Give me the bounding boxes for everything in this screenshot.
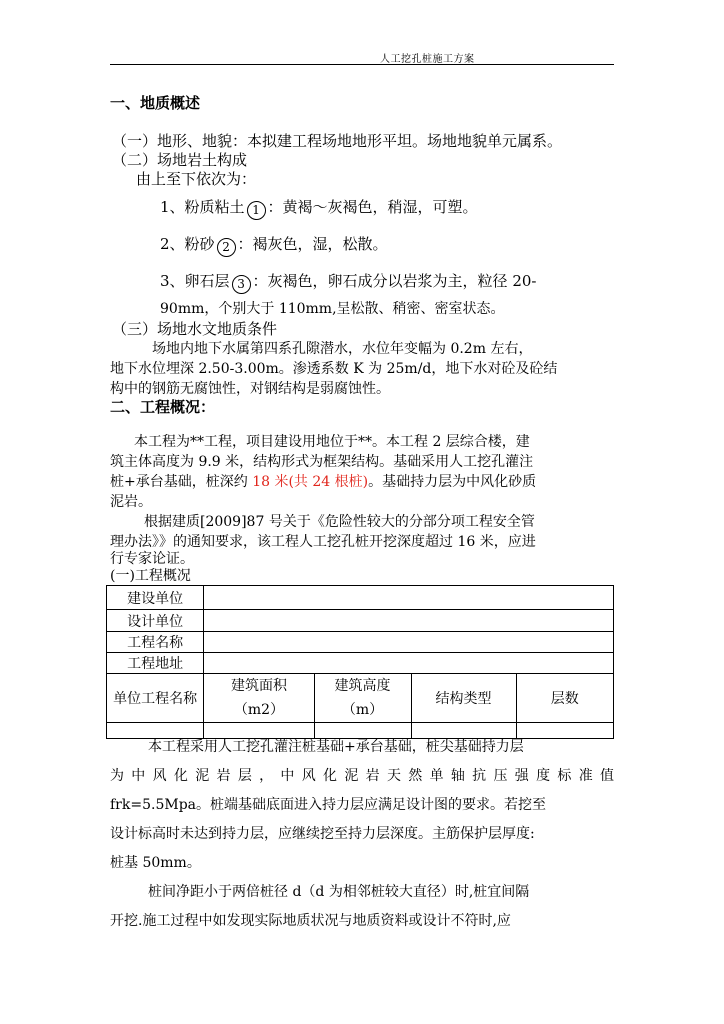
water-heading: （三）场地水文地质条件 xyxy=(112,320,278,338)
layer-1-prefix: 1、粉质粘土 xyxy=(160,198,245,216)
overview-line-4: 泥岩。 xyxy=(110,494,152,510)
overview-line-3-end: 。基础持力层为中风化砂质 xyxy=(368,474,537,490)
designer-value xyxy=(204,610,614,632)
header-rule xyxy=(110,64,614,65)
table-row xyxy=(107,586,614,610)
water-line-2: 地下水位埋深 2.50-3.00m。渗透系数 K 为 25m/d，地下水对砼及砼结 xyxy=(110,361,558,377)
running-header: 人工挖孔桩施工方案 xyxy=(380,54,475,65)
overview-line-2: 筑主体高度为 9.9 米，结构形式为框架结构。基础采用人工挖孔灌注 xyxy=(110,454,534,470)
table-row xyxy=(107,632,614,653)
section1-heading: 一、地质概述 xyxy=(110,94,201,112)
layer-2-desc: ：褐灰色，湿，松散。 xyxy=(237,235,388,253)
table-title: (一)工程概况 xyxy=(110,568,191,584)
regulation-line-3: 行专家论证。 xyxy=(110,551,194,567)
terrain-line: （一）地形、地貌：本拟建工程场地地形平坦。场地地貌单元属系。 xyxy=(112,132,563,150)
table-row xyxy=(107,723,614,739)
spacing-line-1: 桩间净距小于两倍桩径 d（d 为相邻桩较大直径）时,桩宜间隔 xyxy=(148,884,530,900)
foundation-line-1: 本工程采用人工挖孔灌注桩基础+承台基础，桩尖基础持力层 xyxy=(148,739,524,755)
row-label-designer: 设计单位 xyxy=(107,610,204,632)
order-intro: 由上至下依次为： xyxy=(136,170,257,188)
spacing-line-2: 开挖.施工过程中如发现实际地质状况与地质资料或设计不符时,应 xyxy=(110,913,511,929)
foundation-line-2 xyxy=(110,767,614,785)
structure-header: 结构类型 xyxy=(411,674,516,723)
row-label-builder: 建设单位 xyxy=(107,586,204,610)
address-value xyxy=(204,653,614,674)
overview-line-3-start: 桩+承台基础，桩深约 xyxy=(110,474,253,490)
table-row xyxy=(107,610,614,632)
area-header xyxy=(204,674,314,723)
layer-1 xyxy=(160,198,478,220)
layer-3-prefix: 3、卵石层 xyxy=(160,272,230,290)
empty-cell xyxy=(107,723,204,739)
foundation-line-2-text: 为中风化泥岩层，中风化泥岩天然单轴抗压强度标准值 xyxy=(110,768,614,784)
height-header xyxy=(314,674,411,723)
layer-3 xyxy=(160,272,614,294)
water-line-1: 场地内地下水属第四系孔隙潜水，水位年变幅为 0.2m 左右， xyxy=(152,341,533,357)
water-line-3: 构中的钢筋无腐蚀性，对钢结构是弱腐蚀性。 xyxy=(110,381,390,397)
empty-cell xyxy=(516,723,613,739)
row-label-project-name: 工程名称 xyxy=(107,632,204,653)
layer-2 xyxy=(160,235,388,257)
foundation-line-5: 桩基 50mm。 xyxy=(110,855,201,871)
height-label: 建筑高度 xyxy=(334,678,391,694)
section2-heading: 二、工程概况： xyxy=(110,398,216,416)
regulation-line-1: 根据建质[2009]87 号关于《危险性较大的分部分项工程安全管 xyxy=(144,514,535,530)
layer-2-prefix: 2、粉砂 xyxy=(160,235,215,253)
project-info-table xyxy=(106,585,614,739)
circled-number: 2 xyxy=(217,238,236,257)
project-name-value xyxy=(204,632,614,653)
layer-1-desc: ：黄褐～灰褐色，稍湿，可塑。 xyxy=(267,198,478,216)
regulation-line-2: 理办法》》的通知要求，该工程人工挖孔桩开挖深度超过 16 米，应进 xyxy=(110,534,536,550)
overview-line-3 xyxy=(110,473,536,491)
overview-line-1: 本工程为**工程，项目建设用地位于**。本工程 2 层综合楼，建 xyxy=(134,434,530,450)
circled-number: 3 xyxy=(232,275,251,294)
unit-name-header: 单位工程名称 xyxy=(107,674,204,723)
table-header-row xyxy=(107,674,614,723)
layer-3-continued: 90mm，个别大于 110mm,呈松散、稍密、密室状态。 xyxy=(160,301,505,317)
layer-3-desc: ：灰褐色，卵石成分以岩浆为主，粒径 20- xyxy=(252,272,537,290)
pile-depth-highlight: 18 米(共 24 根桩) xyxy=(252,474,369,490)
circled-number: 1 xyxy=(247,201,266,220)
empty-cell xyxy=(204,723,314,739)
table-row xyxy=(107,653,614,674)
builder-value xyxy=(204,586,614,610)
empty-cell xyxy=(314,723,411,739)
height-unit: （m） xyxy=(341,702,384,718)
foundation-line-4: 设计标高时未达到持力层，应继续挖至持力层深度。主筋保护层厚度: xyxy=(110,826,535,842)
area-unit: （m2） xyxy=(233,702,285,718)
foundation-line-3: frk=5.5Mpa。桩端基础底面进入持力层应满足设计图的要求。若挖至 xyxy=(110,797,546,813)
empty-cell xyxy=(411,723,516,739)
row-label-address: 工程地址 xyxy=(107,653,204,674)
floors-header: 层数 xyxy=(516,674,613,723)
area-label: 建筑面积 xyxy=(230,678,287,694)
soil-heading: （二）场地岩土构成 xyxy=(112,151,248,169)
